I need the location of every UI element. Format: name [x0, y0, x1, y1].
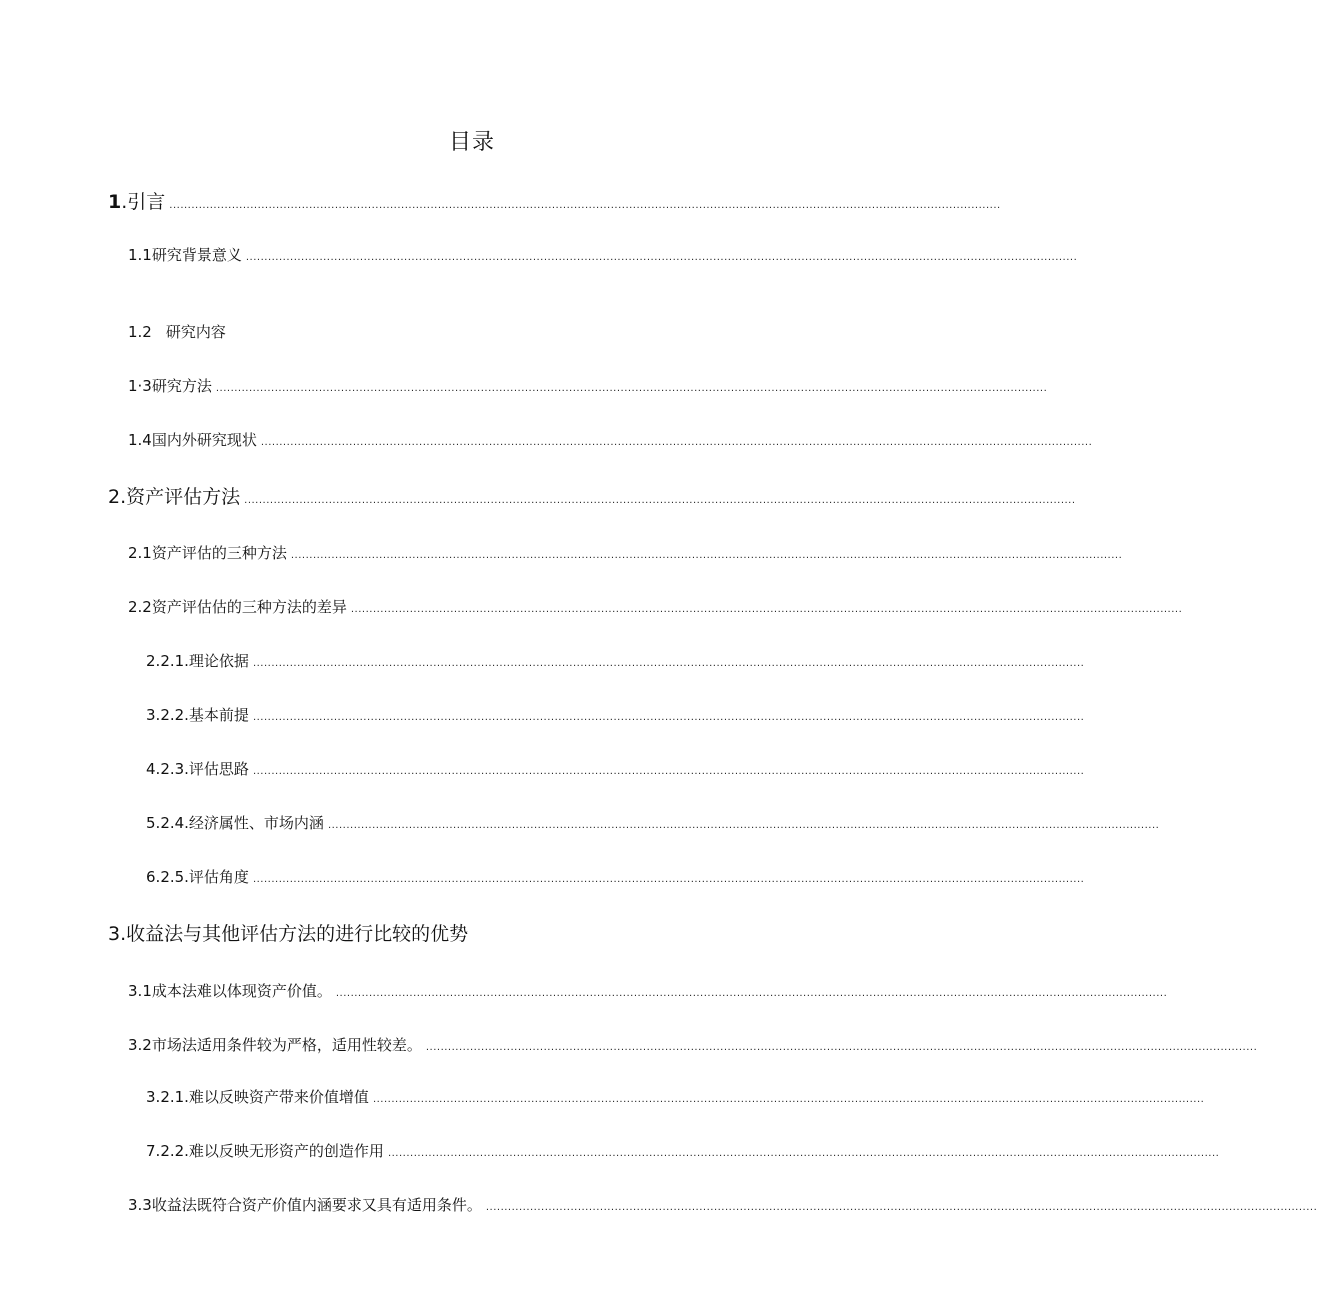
toc-entry-2-2-4[interactable]	[146, 812, 1160, 837]
dot-leader: ..................................................................................................................................................................................................................................	[372, 1094, 1205, 1105]
toc-entry-3[interactable]	[108, 920, 528, 948]
dot-leader: ..................................................................................................................................................................................................................................	[169, 200, 1001, 211]
toc-entry-label: 资产评估估的三种方法的差异	[151, 598, 347, 616]
toc-entry-1[interactable]	[108, 188, 1001, 220]
dot-leader: ..................................................................................................................................................................................................................................	[350, 604, 1183, 615]
dot-leader: ..................................................................................................................................................................................................................................	[252, 766, 1085, 777]
toc-entry-3-3[interactable]	[128, 1194, 1317, 1219]
toc-entry-number: 3.	[146, 1088, 161, 1106]
toc-entry-label: 资产评估的三种方法	[151, 544, 287, 562]
toc-entry-label: .引言	[121, 191, 166, 213]
toc-entry-number: 7.	[146, 1142, 161, 1160]
toc-entry-number: 3.	[128, 982, 143, 1000]
toc-entry-label: 2.2.难以反映无形资产的创造作用	[160, 1142, 384, 1160]
toc-entry-label: 3.2市场法适用条件较为严格，适用性较差。	[128, 1036, 422, 1054]
toc-entry-label: 2.1.难以反映资产带来价值增值	[160, 1088, 369, 1106]
toc-entry-3-2[interactable]	[128, 1034, 1258, 1059]
toc-entry-label: 1·3研究方法	[128, 377, 212, 395]
toc-entry-number: 2.1	[128, 544, 152, 562]
toc-entry-number: 5.	[146, 814, 161, 832]
toc-entry-1-3[interactable]	[128, 375, 1048, 400]
toc-entry-2-2-3[interactable]	[146, 758, 1085, 783]
dot-leader: ..................................................................................................................................................................................................................................	[290, 550, 1123, 561]
toc-entry-2[interactable]	[108, 483, 1076, 515]
toc-entry-1-1[interactable]	[128, 244, 1078, 269]
toc-entry-number: 4.	[146, 760, 161, 778]
dot-leader: ..................................................................................................................................................................................................................................	[252, 712, 1085, 723]
toc-entry-label: 3.收益法与其他评估方法的进行比较的优势	[108, 923, 469, 945]
toc-entry-number: 6.	[146, 868, 161, 886]
toc-entry-1-2[interactable]	[128, 321, 348, 343]
toc-entry-number: 2.	[146, 652, 161, 670]
toc-entry-label: 2.资产评估方法	[108, 486, 241, 508]
toc-entry-label: 1成本法难以体现资产价值。	[142, 982, 332, 1000]
dot-leader: ..................................................................................................................................................................................................................................	[425, 1042, 1258, 1053]
toc-entry-1-4[interactable]	[128, 429, 1093, 454]
toc-entry-2-2[interactable]	[128, 596, 1183, 621]
dot-leader: ..................................................................................................................................................................................................................................	[245, 252, 1078, 263]
toc-entry-3-2-1[interactable]	[146, 1086, 1205, 1111]
dot-leader: ..................................................................................................................................................................................................................................	[387, 1148, 1220, 1159]
toc-entry-label: 2.5.评估角度	[160, 868, 249, 886]
toc-entry-number: 3.	[146, 706, 161, 724]
toc-entry-2-2-2[interactable]	[146, 704, 1085, 729]
dot-leader: ..................................................................................................................................................................................................................................	[252, 874, 1085, 885]
toc-entry-number: 1.2	[128, 323, 152, 341]
toc-entry-number: 2.2	[128, 598, 152, 616]
toc-entry-label: 1.4国内外研究现状	[128, 431, 257, 449]
dot-leader: ..................................................................................................................................................................................................................................	[260, 437, 1093, 448]
toc-entry-label: 研究内容	[165, 323, 226, 341]
page-title: 目录	[448, 130, 495, 155]
dot-leader: ..................................................................................................................................................................................................................................	[485, 1202, 1317, 1213]
toc-entry-label: 2.4.经济属性、市场内涵	[160, 814, 324, 832]
toc-entry-2-2-5[interactable]	[146, 866, 1085, 891]
toc-entry-label: 2.3.评估思路	[160, 760, 249, 778]
toc-entry-2-2-1[interactable]	[146, 650, 1085, 675]
toc-entry-label: 2.2.基本前提	[160, 706, 249, 724]
dot-leader: ..................................................................................................................................................................................................................................	[335, 988, 1168, 999]
toc-entry-label: 研究背景意义	[151, 246, 242, 264]
toc-entry-label: 2.1.理论依据	[160, 652, 249, 670]
toc-entry-3-1[interactable]	[128, 980, 1168, 1005]
dot-leader: ..................................................................................................................................................................................................................................	[215, 383, 1048, 394]
toc-entry-2-1[interactable]	[128, 542, 1123, 567]
toc-entry-number: 1	[108, 191, 122, 213]
dot-leader: ..................................................................................................................................................................................................................................	[244, 495, 1076, 506]
toc-entry-3-2-2[interactable]	[146, 1140, 1220, 1165]
dot-leader: ..................................................................................................................................................................................................................................	[327, 820, 1160, 831]
toc-entry-label: 3.3收益法既符合资产价值内涵要求又具有适用条件。	[128, 1196, 482, 1214]
toc-entry-number: 1.1	[128, 246, 152, 264]
dot-leader: ..................................................................................................................................................................................................................................	[252, 658, 1085, 669]
